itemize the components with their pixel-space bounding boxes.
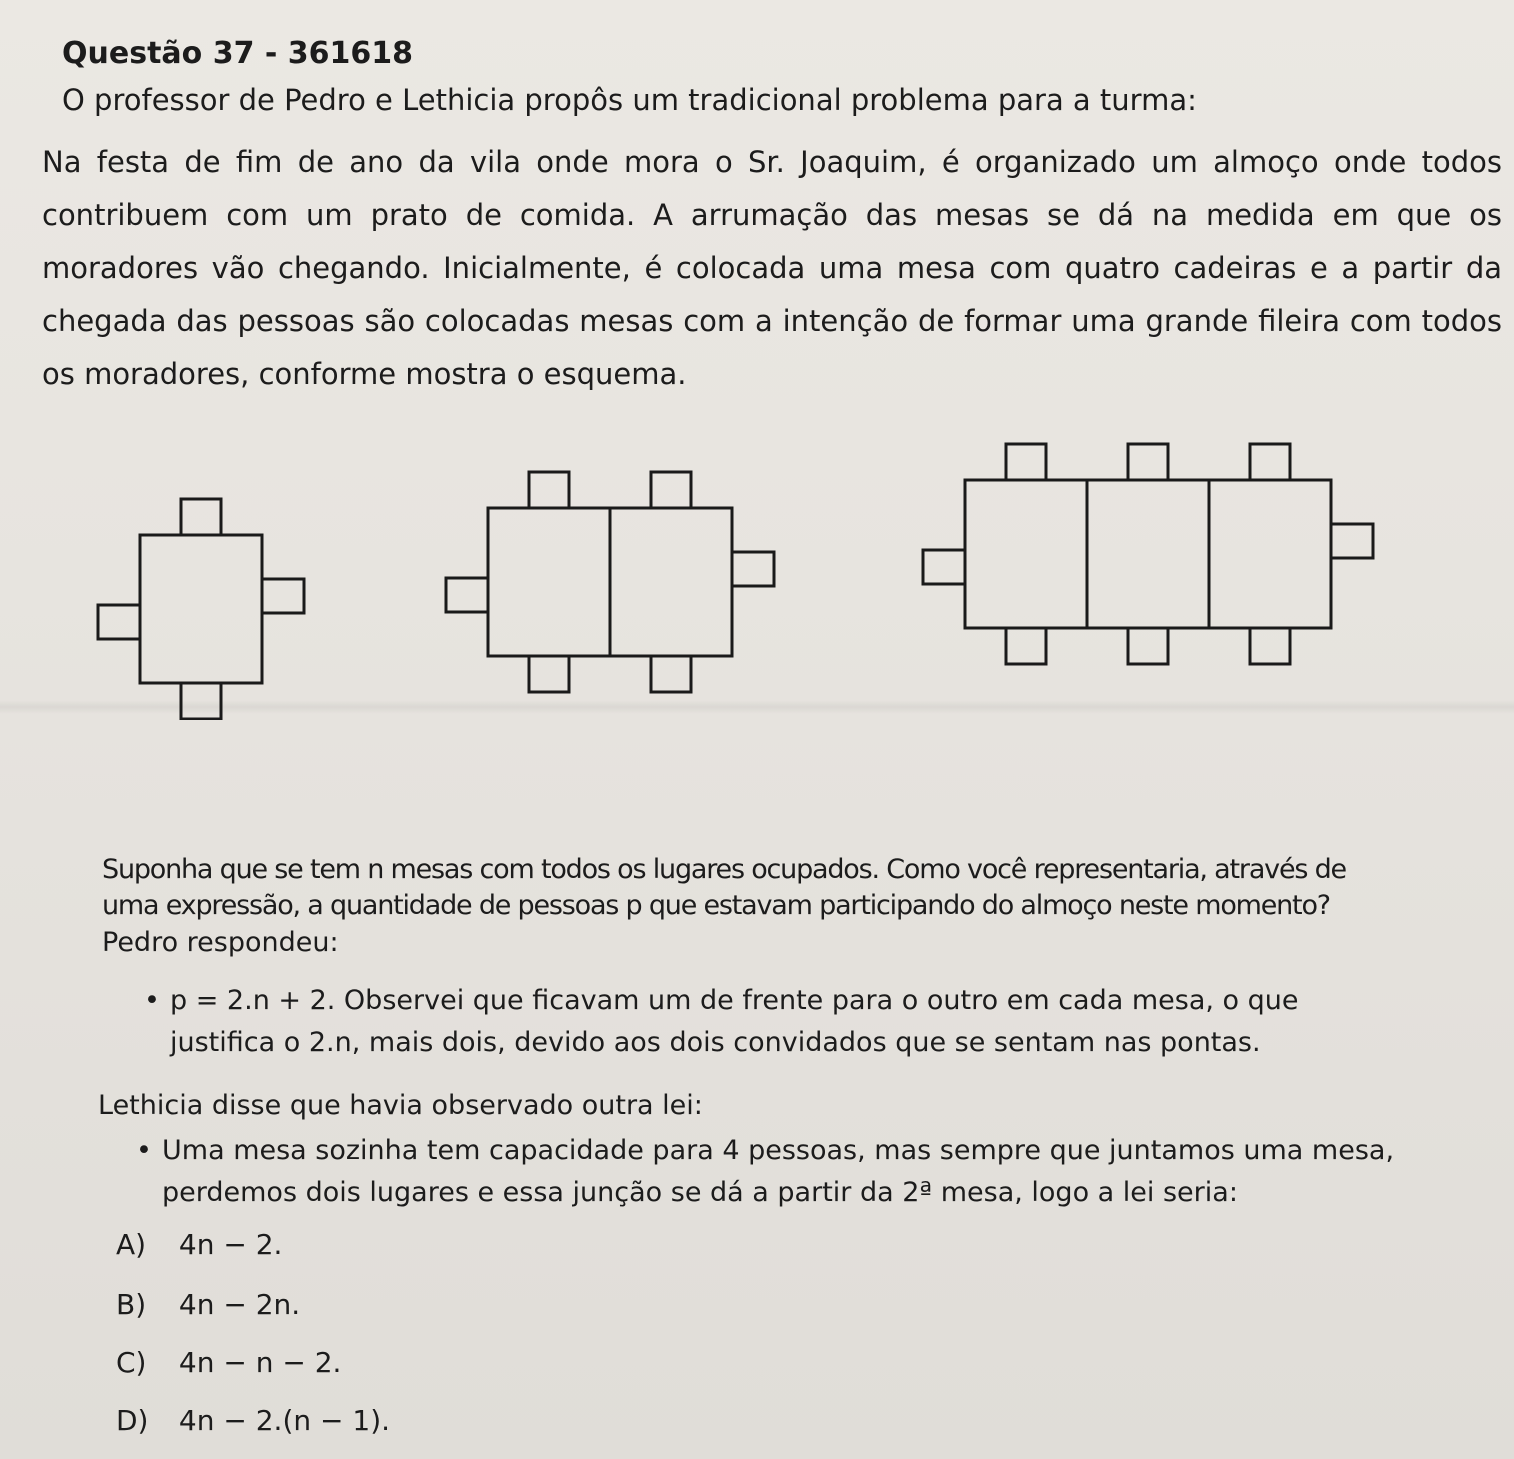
chair <box>651 472 691 508</box>
chair <box>1250 444 1290 480</box>
table <box>610 508 732 656</box>
problem-paragraph: Na festa de fim de ano da vila onde mora o Sr. Joaquim, é organizado um almoço onde todos contribuem com um prato de comida. A arrumação das mesas se dá na medida em que os moradores vão chegando. Inicialmente, é colocada uma mesa com quatro cadeiras e a partir da chegada das pessoas são colocadas mesas com a intenção de formar uma grande fileira com todos os moradores, conforme mostra o esquema. <box>42 145 1502 391</box>
option-text: 4n − 2n. <box>178 1288 301 1321</box>
chair <box>923 550 965 584</box>
option-d[interactable] <box>116 1404 390 1437</box>
option-b[interactable] <box>116 1288 300 1321</box>
chair <box>1250 628 1290 664</box>
question-intro: O professor de Pedro e Lethicia propôs um tradicional problema para a turma: <box>62 83 1197 117</box>
option-letter: A) <box>116 1228 147 1261</box>
bullet-dot: • <box>136 1135 152 1166</box>
chair <box>181 499 221 535</box>
option-letter: D) <box>116 1404 149 1437</box>
lethicia-label: Lethicia disse que havia observado outra lei: <box>98 1090 703 1121</box>
option-text: 4n − n − 2. <box>178 1346 342 1379</box>
table <box>1209 480 1331 628</box>
chair <box>732 552 774 586</box>
table <box>488 508 610 656</box>
chair <box>1006 444 1046 480</box>
chair <box>1331 524 1373 558</box>
table <box>965 480 1087 628</box>
chair <box>262 579 304 613</box>
pedro-label: Pedro respondeu: <box>102 927 339 958</box>
option-letter: B) <box>116 1288 147 1321</box>
chair <box>98 605 140 639</box>
chair <box>181 683 221 719</box>
chair <box>651 656 691 692</box>
chair <box>446 578 488 612</box>
table <box>140 535 262 683</box>
table <box>1087 480 1209 628</box>
option-text: 4n − 2.(n − 1). <box>178 1404 391 1437</box>
chair <box>529 656 569 692</box>
option-c[interactable] <box>116 1346 341 1379</box>
tables-diagram-svg <box>0 420 1514 720</box>
chair <box>1128 628 1168 664</box>
option-text: 4n − 2. <box>178 1228 283 1261</box>
lethicia-answer-text: Uma mesa sozinha tem capacidade para 4 pessoas, mas sempre que juntamos uma mesa, perdemos dois lugares e essa junção se dá a partir da 2ª mesa, logo a lei seria: <box>162 1135 1395 1208</box>
question-title: Questão 37 - 361618 <box>62 36 414 71</box>
pedro-answer-text: p = 2.n + 2. Observei que ficavam um de frente para o outro em cada mesa, o que justifica o 2.n, mais dois, devido aos dois convidados que se sentam nas pontas. <box>170 985 1299 1058</box>
option-a[interactable] <box>116 1228 282 1261</box>
pedro-answer <box>144 980 1410 1064</box>
tables-diagram <box>0 420 1514 720</box>
bullet-dot: • <box>144 985 160 1016</box>
lethicia-answer <box>136 1130 1452 1214</box>
option-letter: C) <box>116 1346 147 1379</box>
chair <box>529 472 569 508</box>
chair <box>1128 444 1168 480</box>
question-prompt: Suponha que se tem n mesas com todos os lugares ocupados. Como você representaria, através de uma expressão, a quantidade de pessoas p que estavam participando do almoço neste momento? <box>102 854 1346 921</box>
chair <box>1006 628 1046 664</box>
